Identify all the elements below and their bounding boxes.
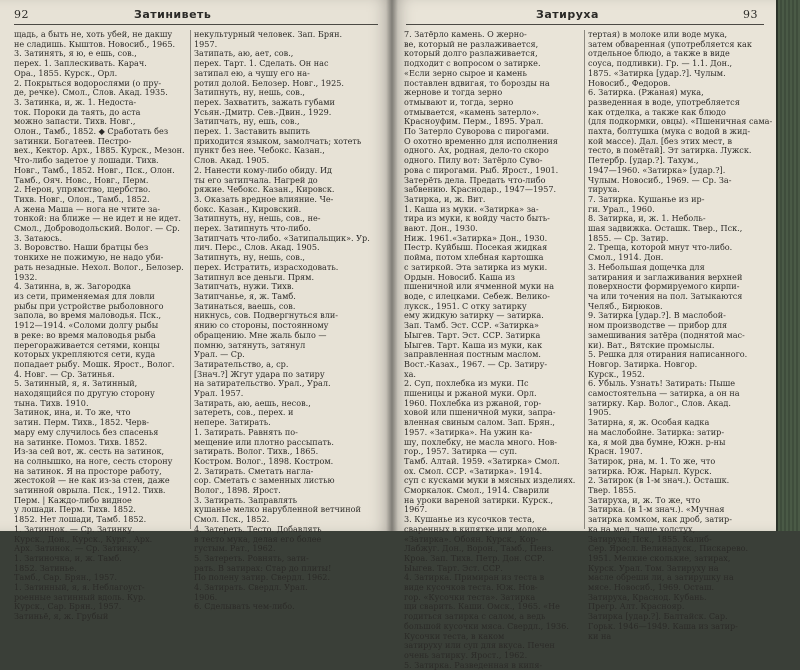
dictionary-text-line: 1957. «Затирка». На ужин ка- [404, 426, 533, 437]
dictionary-text-line: мару ему случилось без спасенья [14, 426, 159, 437]
dictionary-text-line: 8. Затирка, и, ж. 1. Неболь- [588, 213, 706, 224]
dictionary-text-line: затируху или суп для вкуса. Печен [404, 640, 555, 651]
dictionary-text-line: рать. В затирах: Стар до плиты! [194, 562, 332, 573]
dictionary-text-line: очень затирку. Ярост., 1962. [404, 650, 528, 660]
dictionary-text-line: Кроа. Зап. Тихв. Петр. Дон. ССР. [404, 552, 545, 563]
dictionary-text-line: Из-за сей вот, ж. сесть на затинок, [14, 446, 165, 457]
dictionary-text-line: соуса, подливки). Гр. — 1.1. Дон., [588, 58, 733, 69]
dictionary-text-line: одного. Пилу вот: Затёрло Суво- [404, 155, 543, 166]
dictionary-text-line: перех. Тарт. 1. Сделать. Он нас [194, 58, 329, 69]
dictionary-text-line: большой кусочки мяса. Свердл., 1936. [404, 620, 569, 631]
dictionary-text-line: Пестр. Куйбыш. Посекая жидкая [404, 242, 548, 253]
dictionary-text-line: перех. Захватить, зажать губами [194, 96, 335, 107]
dictionary-text-line: Челяб., Бирюков. [588, 300, 663, 311]
dictionary-text-line: Затипчать что-либо. «Затипальщик». Ур. [194, 232, 370, 243]
dictionary-text-line: которых укрепляются сети, куда [14, 349, 156, 360]
dictionary-text-line: гор. «Кусочки теста». Затирка [404, 591, 536, 602]
dictionary-text-line: суп с кусками муки в мясных изделиях. [404, 475, 576, 486]
dictionary-text-line: тируха. [588, 184, 620, 195]
dictionary-text-line: Ордын. Новосиб. Каша из [404, 271, 515, 282]
dictionary-text-line: затирку. Кар. Волог., Слов. Акад. [588, 397, 731, 408]
dictionary-text-line: Урал. 1957. [194, 388, 244, 399]
dictionary-text-line: затин. Перм. Тихв., 1852. Черв- [14, 417, 150, 428]
dictionary-text-line: у лошади. Перм. Тихв. 1852. [14, 504, 136, 515]
dictionary-text-line: на затинок. Я на просторе работу, [14, 465, 162, 476]
dictionary-text-line: 1960. Похлебка из ржаной, гор- [404, 397, 542, 408]
dictionary-text-line: не сладишь. Кыштов. Новосиб., 1965. [14, 38, 176, 49]
dictionary-text-line: Затипчать, ну, ешь, сов., [194, 116, 300, 127]
dictionary-text-line: (для подкормки, овцы). «Пшеничная сама- [588, 116, 773, 127]
dictionary-text-line: ве, который не разлаживается, [404, 38, 539, 49]
dictionary-text-line: 6. Затирка. (Ржаная) мука, [588, 87, 704, 98]
dictionary-text-line: пшеничной или ячменной муки на [404, 281, 555, 292]
dictionary-text-line: с затиркой. Эта затирка из муки. [404, 261, 548, 272]
dictionary-text-line: 7. Затирка. Кушанье из ир- [588, 193, 705, 204]
dictionary-text-line: Затиньё, я, ж. Грубый [14, 611, 109, 622]
dictionary-text-line: 2. Суп, похлебка из муки. Пс [404, 378, 529, 389]
dictionary-text-line: Смол., Доброводольский. Волог. — Ср. [14, 223, 180, 234]
right-column-2 [588, 29, 773, 641]
dictionary-text-line: поверхности формируемого кирпи- [588, 281, 740, 292]
dictionary-text-line: Зап. Тамб. Эст. ССР. «Затирка» [404, 320, 539, 331]
dictionary-text-line: Затинаться, ваешь, сов. [194, 300, 296, 311]
dictionary-text-line: роенные затинный вдоль. Кур. [14, 591, 146, 602]
dictionary-text-line: 1967. [404, 504, 428, 515]
dictionary-text-line: тертая) в молоке или воде мука, [588, 29, 728, 39]
dictionary-text-line: пойма, потом хлебная картошка [404, 252, 544, 263]
left-page-number: 92 [14, 8, 29, 21]
dictionary-text-line: обращению. Мне жаль было — [194, 329, 327, 340]
dictionary-text-line: ги. Урал., 1960. [588, 203, 655, 214]
dictionary-text-line: Тамб. Алтай. 1959. «Затирка» Смол. [404, 455, 560, 466]
dictionary-text-line: 2. Покрыться водорослями (о пру- [14, 77, 162, 88]
dictionary-text-line: «Если зерно сырое и камень [404, 67, 527, 78]
dictionary-text-line: 1855. — Ср. Затир. [588, 232, 669, 243]
dictionary-text-line: Ыыгев. Тарт. Каша из муки, как [404, 339, 543, 350]
right-column-divider [584, 30, 585, 529]
dictionary-text-line: рова с пирогами. Рыб. Ярост., 1901. [404, 164, 559, 175]
dictionary-text-line: перех. 1. Заплескивать. Карач. [14, 58, 147, 69]
dictionary-text-line: непере. Затирать. [194, 417, 271, 428]
left-running-head: Затиниветь [134, 8, 212, 21]
dictionary-text-line: Затируха, и, ж. То же, что [588, 494, 701, 505]
dictionary-text-line: 1852. Нет лошади, Тамб. 1852. [14, 514, 147, 525]
dictionary-text-line: тира из муки, к войду часто быть- [404, 213, 550, 224]
dictionary-text-line: Новг., Тамб., 1852. Новг., Пск., Олон. [14, 164, 175, 175]
dictionary-text-line: затирания и заглаживания верхней [588, 271, 743, 282]
dictionary-text-line: на уроки вареной затирки. Курск., [404, 494, 554, 505]
dictionary-text-line: 3. Затинять, я ю, е ешь, сов., [14, 48, 137, 59]
dictionary-text-line: в реке: во время маловодья рыба [14, 329, 156, 340]
dictionary-text-line: Тихв. Новг., Олон., Тамб., 1852. [14, 193, 150, 204]
dictionary-text-line: ка на мел, чаще холстух, [588, 523, 696, 534]
dictionary-text-line: щадь, а быть не, хоть убей, не дакшу [14, 29, 173, 39]
dictionary-text-line: ток. Пороки да таять, до аста [14, 106, 141, 117]
dictionary-text-line: 4. Затирать. Свердл. Урал. [194, 582, 308, 593]
dictionary-text-line: гор., 1957. Затирка — суп. [404, 446, 518, 457]
dictionary-text-line: 2. Нерон, упрямство, щербство. [14, 184, 151, 195]
dictionary-text-line: 2. Затирок (в 1-м знач.). Осташк. [588, 475, 730, 486]
dictionary-text-line: По полену затир. Свердл. 1962. [194, 572, 331, 583]
dictionary-text-line: на затирательство. Урал., Урал. [194, 378, 331, 389]
dictionary-text-line: Чулым. Новосиб., 1969. — Ср. За- [588, 174, 732, 185]
dictionary-text-line: Смол., 1914. Дон. [588, 252, 664, 263]
dictionary-text-line: Затируха, Краснод. Кубань. [588, 591, 707, 602]
dictionary-text-line: 1932. [14, 271, 38, 282]
dictionary-text-line: Что-либо задетое у лошади. Тихв. [14, 155, 159, 166]
dictionary-text-line: перех. 1. Заставить выпить [194, 126, 310, 137]
right-page-number: 93 [743, 8, 758, 21]
dictionary-text-line: мясе. Новосиб., 1969. Осташ. [588, 582, 715, 593]
dictionary-text-line: 3. Кушанье из кусочков теста, [404, 514, 535, 525]
right-running-head: Затируха [536, 8, 599, 21]
dictionary-text-line: По Затерло Суворова с пирогами. [404, 126, 550, 137]
dictionary-text-line: вех., Кектор. Арх., 1885. Курск., Мезон. [14, 145, 185, 156]
dictionary-text-line: рыбы при устройстве рыболовного [14, 300, 164, 311]
dictionary-text-line: Петербр. [удар.?]. Тахум., [588, 155, 699, 166]
left-column-2 [194, 29, 372, 612]
dictionary-text-line: Перм. | Каждо-либо видное [14, 494, 132, 505]
dictionary-text-line: Затипнуть, ну, нешь, сов., не- [194, 213, 321, 224]
dictionary-text-line: Затирать, аю, аешь, несов., [194, 397, 311, 408]
dictionary-text-line: Сморкалок. Смол., 1914. Сварили [404, 485, 550, 496]
dictionary-text-line: заправленная постным маслом. [404, 349, 541, 360]
dictionary-text-line: никнусь, сов. Подвергнуться вли- [194, 310, 338, 321]
dictionary-text-line: перех. Истратить, израсходовать. [194, 261, 339, 272]
dictionary-text-line: ротил долой. Белозер. Новг., 1925. [194, 77, 344, 88]
dictionary-text-line: Затипнуть, ну, нешь, сов., [194, 87, 305, 98]
left-column-divider [190, 30, 191, 529]
dictionary-text-line: 2. Затирать. Сметать нагла- [194, 465, 314, 476]
dictionary-text-line: затирка комком, как дроб, затир- [588, 514, 732, 525]
dictionary-text-line: Новгор. Затирка. Новгор. [588, 358, 698, 369]
dictionary-text-line: кой массе). Дал. [без этих мест, в [588, 135, 733, 146]
dictionary-text-line: Затипать, аю, ает, сов., [194, 48, 294, 59]
dictionary-text-line: Слов. Акад. 1905. [194, 155, 270, 166]
dictionary-text-line: затирка. Юж. Нарыл. Курск. [588, 465, 712, 476]
dictionary-text-line: «Затирка». Обоян. Курск., Кор- [404, 533, 539, 544]
dictionary-text-line: в тесто мука, делая его более [194, 533, 322, 544]
dictionary-text-line: 1875. «Затирка [удар.?]. Чулым. [588, 67, 726, 78]
dictionary-text-line: Олон., Тамб., 1852. ◆ Сработать без [14, 126, 169, 137]
dictionary-text-line: 5. Решка для отирания написанного. [588, 349, 748, 360]
dictionary-text-line: Затирательство, а, ср. [194, 358, 289, 369]
dictionary-text-line: Затируха; Пск., 1855. Калиб- [588, 533, 712, 544]
left-column-1 [14, 29, 186, 622]
dictionary-text-line: затереть, сов., перех. и [194, 407, 294, 418]
dictionary-text-line: пшеницы и ржаной муки. Орл. [404, 388, 537, 399]
dictionary-text-line: как отделка, а также как блюдо [588, 106, 726, 117]
dictionary-text-line: мещение или плотно рассыпать. [194, 436, 334, 447]
dictionary-text-line: на затинке. Помоз. Тихв. 1852. [14, 436, 148, 447]
right-page [392, 0, 778, 670]
dictionary-text-line: рать незадные. Нехол. Волог., Белозер. [14, 261, 184, 272]
dictionary-text-line: Волог., 1898. Ярост. [194, 485, 281, 496]
dictionary-text-line: 5. Затирка. Разведенная в кипя- [404, 659, 543, 670]
right-page-header [406, 6, 764, 24]
dictionary-text-line: де, речке). Смол., Слов. Акад. 1935. [14, 87, 168, 98]
dictionary-text-line: отмывается, «камень затерло». [404, 106, 540, 117]
dictionary-text-line: О охотно временно для исполнения [404, 135, 558, 146]
dictionary-text-line: 4. Затереть. Тесто. Добавлять [194, 523, 322, 534]
dictionary-text-line: Затирок, рна, м. 1. То же, что [588, 455, 716, 466]
left-header-rule [14, 24, 378, 25]
dictionary-text-line: Ыыгев. Тарт. Эст. ССР. [404, 562, 503, 573]
dictionary-text-line: поставлен вдвигая, то борозды на [404, 77, 550, 88]
dictionary-text-line: попадает рыбу. Мошк. Ярост., Волог. [14, 358, 175, 369]
dictionary-text-line: 1. Затиночка, и, ж. Тамб. [14, 552, 122, 563]
dictionary-text-line: на солнышко, на ноге, сесть сторону [14, 455, 173, 466]
dictionary-text-line: затинки. Богатеев. Пестро- [14, 135, 132, 146]
dictionary-text-line: 2. Треща, которой мнут что-либо. [588, 242, 733, 253]
dictionary-text-line: затирать. Волог. Тихв., 1865. [194, 446, 319, 457]
dictionary-text-line: Смол. Пск., 1852. [194, 514, 270, 525]
dictionary-text-line: ки на [588, 630, 612, 641]
dictionary-text-line: разведенная в воде, употребляется [588, 96, 740, 107]
dictionary-text-line: воде, с илецками. Себеж. Велико- [404, 290, 550, 301]
left-page [0, 0, 392, 622]
dictionary-text-line: затем обваренная (употребляется как [588, 38, 752, 49]
dictionary-text-line: тесто, в помётай]. Эт затирка. Лужск. [588, 145, 752, 156]
dictionary-text-line: 3. Оказать вредное влияние. Че- [194, 193, 334, 204]
dictionary-text-line: 1957. [194, 38, 218, 49]
dictionary-text-line: 1. Затирать. Равнять по- [194, 426, 298, 437]
dictionary-text-line: Твер. 1855. [588, 485, 637, 496]
dictionary-text-line: 1951. Мелкие сколькие, затирах, [588, 552, 731, 563]
dictionary-text-line: одного. Ах, родная, дело-то скоро [404, 145, 549, 156]
dictionary-text-line: сор. Сметать с заменных листью [194, 475, 335, 486]
dictionary-text-line: жернове и тогда зерно [404, 87, 503, 98]
dictionary-text-line: ном производстве — прибор для [588, 320, 728, 331]
dictionary-text-line: 1906. [194, 591, 218, 602]
dictionary-text-line: 4. Затинна, в, ж. Загородка [14, 281, 131, 292]
dictionary-text-line: щи сварить. Каши. Омск., 1965. «Не [404, 601, 560, 612]
dictionary-text-line: густым. Рат., 1962. [194, 543, 276, 554]
dictionary-text-line: 7. Затёрло камень. О жерно- [404, 29, 527, 39]
dictionary-text-line: можно запасти. Тихв. Новг., [14, 116, 136, 127]
dictionary-text-line: тонкихе не пожимую, не надо уби- [14, 252, 164, 263]
dictionary-text-line: шу, похлебку, не масла много. Нов- [404, 436, 558, 447]
dictionary-text-line: Арх. Затинок. — Ср. Затинку. [14, 543, 140, 554]
dictionary-text-line: Тамб., Ояч. Новс., Новг., Перм. [14, 174, 149, 185]
dictionary-text-line: Урал. — Ср. [194, 349, 245, 360]
dictionary-text-line: Тамб., Сар. Брян., 1957. [14, 572, 117, 583]
dictionary-text-line: перех. Затипнуть что-либо. [194, 223, 311, 234]
dictionary-text-line: 1. Затинный, я, я. Неблагоуст- [14, 582, 145, 593]
dictionary-text-line: 6. Сделывать чем-либо. [194, 601, 295, 612]
dictionary-text-line: ча или точения на пол. Затыкаются [588, 290, 743, 301]
dictionary-text-line: Курск., 1952. [588, 368, 645, 379]
dictionary-text-line: 1852. Затинье. [14, 562, 77, 573]
dictionary-text-line: янию со стороны, постоянному [194, 320, 329, 331]
dictionary-text-line: перегораживается сетями, концы [14, 339, 160, 350]
dictionary-text-line: ох. Смол. ССР. «Затирка». 1914. [404, 465, 543, 476]
dictionary-text-line: Ора., 1855. Курск., Орл. [14, 67, 118, 78]
dictionary-text-line: 4. Новг. — Ср. Затинья. [14, 368, 115, 379]
dictionary-text-line: 1912—1914. «Соломи долгу рыбы [14, 320, 159, 331]
dictionary-text-line: ха. [404, 368, 416, 379]
dictionary-text-line: Лабжуг. Дон., Ворон., Тамб., Пенз. [404, 543, 554, 554]
dictionary-text-line: 3. Затаюсь. [14, 232, 63, 243]
dictionary-text-line: Затипнул все деньги. Прям. [194, 271, 315, 282]
dictionary-text-line: виде кусочков теста. Юж. Нов- [404, 582, 538, 593]
dictionary-text-line: ки). Ват., Вятские промыслы. [588, 339, 715, 350]
dictionary-text-line: 1. Затиннок. — Ср. Затинку. [14, 523, 135, 534]
dictionary-text-line: 1. Каша из муки. «Затирка» за- [404, 203, 539, 214]
dictionary-text-line: затипал ею, а чушу его на- [194, 67, 310, 78]
dictionary-text-line: помню, затянуть, затянул [194, 339, 306, 350]
dictionary-text-line: замешивания затёра (поднятой мас- [588, 329, 745, 340]
dictionary-text-line: пахта, болтушка (мука с водой в жид- [588, 126, 751, 137]
dictionary-text-line: пункт без нее. Чебокс. Казан., [194, 145, 325, 156]
dictionary-text-line: Затирка [удар.?]. Балтайск. Сар. [588, 611, 728, 622]
dictionary-text-line: Сер. Яросл. Велинадуск., Пискарево. [588, 543, 749, 554]
dictionary-text-line: 2. Нанести кому-либо обиду. Ид [194, 164, 332, 175]
dictionary-text-line: Курск., Дон., Курск., Кург., Арх. [14, 533, 153, 544]
dictionary-text-line: 3. Небольшая дощечка для [588, 261, 705, 272]
dictionary-text-line: бокс. Казан., Кировский. [194, 203, 302, 214]
dictionary-text-line: годиться затирка с салом, а ведь [404, 611, 546, 622]
dictionary-text-line: вают. Дон., 1930. [404, 223, 478, 234]
dictionary-text-line: Горьк. 1946—1949. Каша из затир- [588, 620, 738, 631]
dictionary-text-line: некультурный человек. Зап. Брян. [194, 29, 343, 39]
dictionary-text-line: затинной оврыла. Пск., 1912. Тихв. [14, 485, 166, 496]
dictionary-text-line: подходит с вопросом о затирке. [404, 58, 541, 69]
dictionary-text-line: лич. Перс., Слов. Акад. 1905. [194, 242, 320, 253]
dictionary-text-line: Ниж. 1961.«Затирка» Дон., 1930. [404, 232, 548, 243]
dictionary-text-line: Новосиб., Федоров. [588, 77, 671, 88]
dictionary-text-line: 4. Затирка. Примиран из теста в [404, 572, 545, 583]
dictionary-text-line: Затирна, я, ж. Особая кадка [588, 417, 710, 428]
dictionary-text-line: Прегр. Алт. Краснояр. [588, 601, 685, 612]
dictionary-text-line: Затирка. (в 1-м знач.). «Мучная [588, 504, 725, 515]
dictionary-text-line: Затипчать, нужи. Тихв. [194, 281, 294, 292]
dictionary-text-line: 9. Затирка [удар.?]. В маслобой- [588, 310, 726, 321]
dictionary-text-line: Курск. Урал. Том. Затируху на [588, 562, 719, 573]
dictionary-text-line: отмывают и, тогда, зерно [404, 96, 514, 107]
dictionary-text-line: находящийся по другую сторону [14, 388, 155, 399]
dictionary-text-line: 5. Затинный, я, я. Затинный, [14, 378, 138, 389]
dictionary-text-line: ка, я мой два бумне, Южн. р-ны [588, 436, 726, 447]
dictionary-text-line: кушанье мелко нарубленной ветчиной [194, 504, 361, 515]
dictionary-text-line: Затерёть дела. Предать что-либо [404, 174, 546, 185]
dictionary-text-line: 1905. [588, 407, 612, 418]
book-spine-shadow [386, 0, 398, 531]
dictionary-text-line: [Знач.?] Жгут удара по затиру [194, 368, 325, 379]
dictionary-text-line: тына. Тихв. 1910. [14, 397, 89, 408]
dictionary-text-line: Ыыгев. Тарт. Эст. ССР. Затирка [404, 329, 541, 340]
dictionary-text-line: приходится языком, замолчать; хотеть [194, 135, 362, 146]
dictionary-text-line: 1947—1960. «Затирка» [удар.?]. [588, 164, 726, 175]
dictionary-text-line: лукск., 1951. С отку затирку [404, 300, 527, 311]
right-header-rule [406, 24, 764, 25]
dictionary-text-line: ховой или пшеничной муки, запра- [404, 407, 556, 418]
dictionary-text-line: вленная свиным салом. Зап. Брян., [404, 417, 555, 428]
dictionary-text-line: 3. Затинка, и, ж. 1. Недоста- [14, 96, 137, 107]
left-page-header [14, 6, 378, 24]
dictionary-text-line: запола, во время маловодья. Пск., [14, 310, 162, 321]
right-column-1 [404, 29, 580, 670]
dictionary-text-line: Вост.-Казах., 1967. — Ср. Затиру- [404, 358, 548, 369]
dictionary-text-line: шая задвижка. Осташк. Твер., Пск., [588, 223, 743, 234]
dictionary-text-line: Костром. Волог., 1898. Костром. [194, 455, 334, 466]
dictionary-text-line: Красноуфим. Перм., 1895. Урал. [404, 116, 544, 127]
dictionary-text-line: отдельное блюдо, а также в виде [588, 48, 730, 59]
dictionary-text-line: на маслобойне. Затирка: затир- [588, 426, 725, 437]
dictionary-text-line: сваренных в кипятке или молоке. [404, 523, 550, 534]
dictionary-text-line: 3. Воровство. Наши братцы без [14, 242, 149, 253]
dictionary-text-line: Затипнуть, ну, нешь, сов., [194, 252, 305, 263]
dictionary-text-line: А жена Маша — нога не чтите за- [14, 203, 161, 214]
dictionary-text-line: из сети, применяемая для ловли [14, 290, 155, 301]
dictionary-text-line: самостоятельна — затирка, а он на [588, 388, 740, 399]
dictionary-text-line: 3. Затирать. Заправлять [194, 494, 298, 505]
dictionary-text-line: тонкой: на ближе — не идет и не идет. [14, 213, 181, 224]
dictionary-text-line: Кусочки теста, в каком [404, 630, 505, 641]
dictionary-text-line: Затипчанье, я, ж. Тамб. [194, 290, 296, 301]
dictionary-text-line: Затирка, и, ж. Вит. [404, 193, 486, 204]
dictionary-text-line: Красн. 1907. [588, 446, 643, 457]
dictionary-text-line: 5. Затереть. Ровнять, зати- [194, 552, 309, 563]
dictionary-text-line: забвению. Краснодар., 1947—1957. [404, 184, 557, 195]
dictionary-text-line: 6. Убыль. Узнать! Затирать: Пыше [588, 378, 736, 389]
book-cover-edge [776, 0, 800, 531]
dictionary-text-line: жестокой — не как из-за стен, даже [14, 475, 170, 486]
dictionary-text-line: ряжие. Чебокс. Казан., Кировск. [194, 184, 335, 195]
dictionary-text-line: масле обреши ли, а затирушку на [588, 572, 734, 583]
dictionary-text-line: который долго разлаживается, [404, 48, 538, 59]
dictionary-text-line: Затинок, ина, и. То же, что [14, 407, 131, 418]
dictionary-text-line: Усьян.-Дмитр. Сев.-Двин., 1929. [194, 106, 332, 117]
dictionary-text-line: Курск., Сар. Брян., 1957. [14, 601, 122, 612]
dictionary-text-line: ему жидкую затирку — затирка. [404, 310, 544, 321]
dictionary-text-line: ты его затипчала. Нагрей до [194, 174, 318, 185]
